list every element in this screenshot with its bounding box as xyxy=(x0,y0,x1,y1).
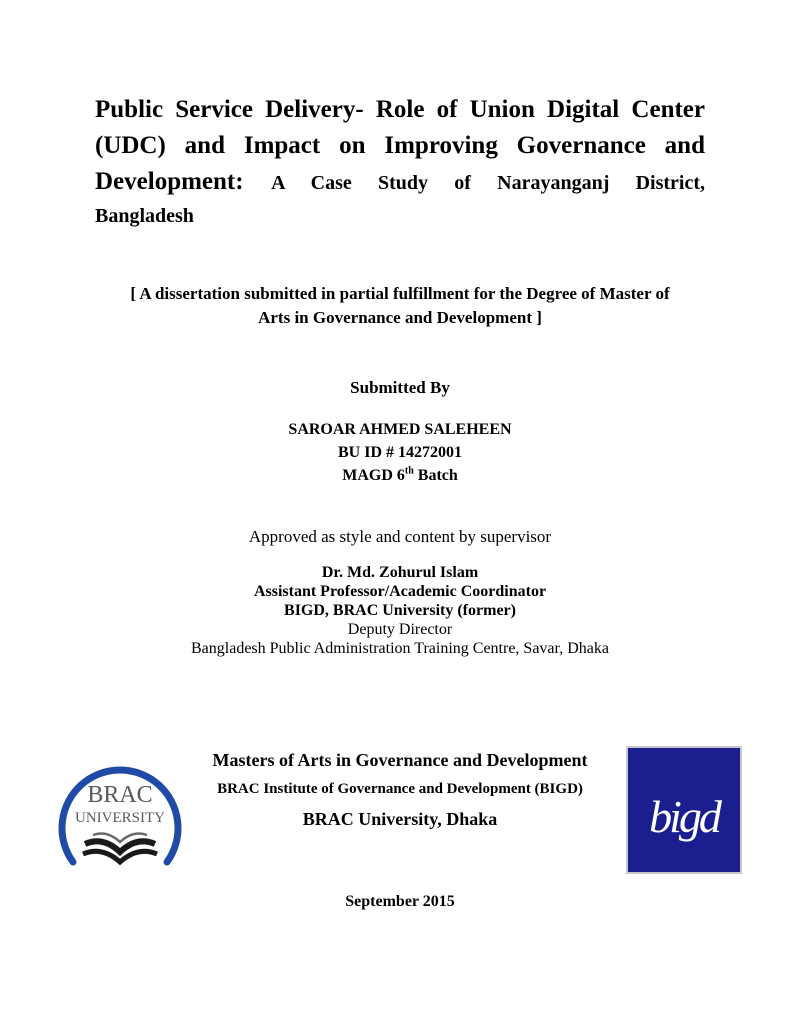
author-name: SAROAR AHMED SALEHEEN xyxy=(288,421,512,438)
brac-logo-text-1: BRAC xyxy=(87,782,153,808)
submitted-by-label: Submitted By xyxy=(350,378,450,397)
title-line-4: Bangladesh xyxy=(95,205,194,227)
author-batch-sup: th xyxy=(404,465,414,477)
author-batch-suffix: Batch xyxy=(413,467,458,484)
author-batch-prefix: MAGD 6 xyxy=(342,467,405,484)
supervisor-title: Assistant Professor/Academic Coordinator xyxy=(253,583,547,600)
title-line-3-main: Development: xyxy=(95,168,244,195)
bigd-logo xyxy=(626,746,742,874)
thesis-title xyxy=(95,92,705,231)
supervisor-current-org: Bangladesh Public Administration Training Centre, Savar, Dhaka xyxy=(191,640,609,657)
program-title: Masters of Arts in Governance and Development xyxy=(212,750,588,770)
bigd-logo-text: bigd xyxy=(649,791,719,842)
supervisor-affiliation: BIGD, BRAC University (former) xyxy=(284,602,516,619)
brac-university-logo xyxy=(55,750,185,880)
title-line-3-rest: A Case Study of Narayanganj District, xyxy=(271,172,705,194)
dissertation-line-1: [ A dissertation submitted in partial fulfillment for the Degree of Master of xyxy=(130,284,670,303)
submission-date: September 2015 xyxy=(345,893,455,910)
brac-logo-text-2: UNIVERSITY xyxy=(75,810,165,826)
supervisor-current-position: Deputy Director xyxy=(347,621,453,638)
dissertation-line-2: Arts in Governance and Development ] xyxy=(258,308,542,327)
author-batch xyxy=(0,464,800,487)
title-line-2: (UDC) and Impact on Improving Governance and xyxy=(95,132,705,159)
institute-name: BRAC Institute of Governance and Development (BIGD) xyxy=(217,781,583,797)
author-id: BU ID # 14272001 xyxy=(337,444,462,461)
author-block xyxy=(0,418,800,487)
supervisor-name: Dr. Md. Zohurul Islam xyxy=(321,564,479,581)
university-name: BRAC University, Dhaka xyxy=(302,809,498,829)
program-block xyxy=(180,747,620,832)
title-line-1: Public Service Delivery- Role of Union Digital Center xyxy=(95,96,705,123)
dissertation-note xyxy=(0,282,800,330)
supervisor-block xyxy=(0,563,800,658)
approval-note: Approved as style and content by supervisor xyxy=(248,527,552,546)
title-line-3 xyxy=(95,164,705,201)
